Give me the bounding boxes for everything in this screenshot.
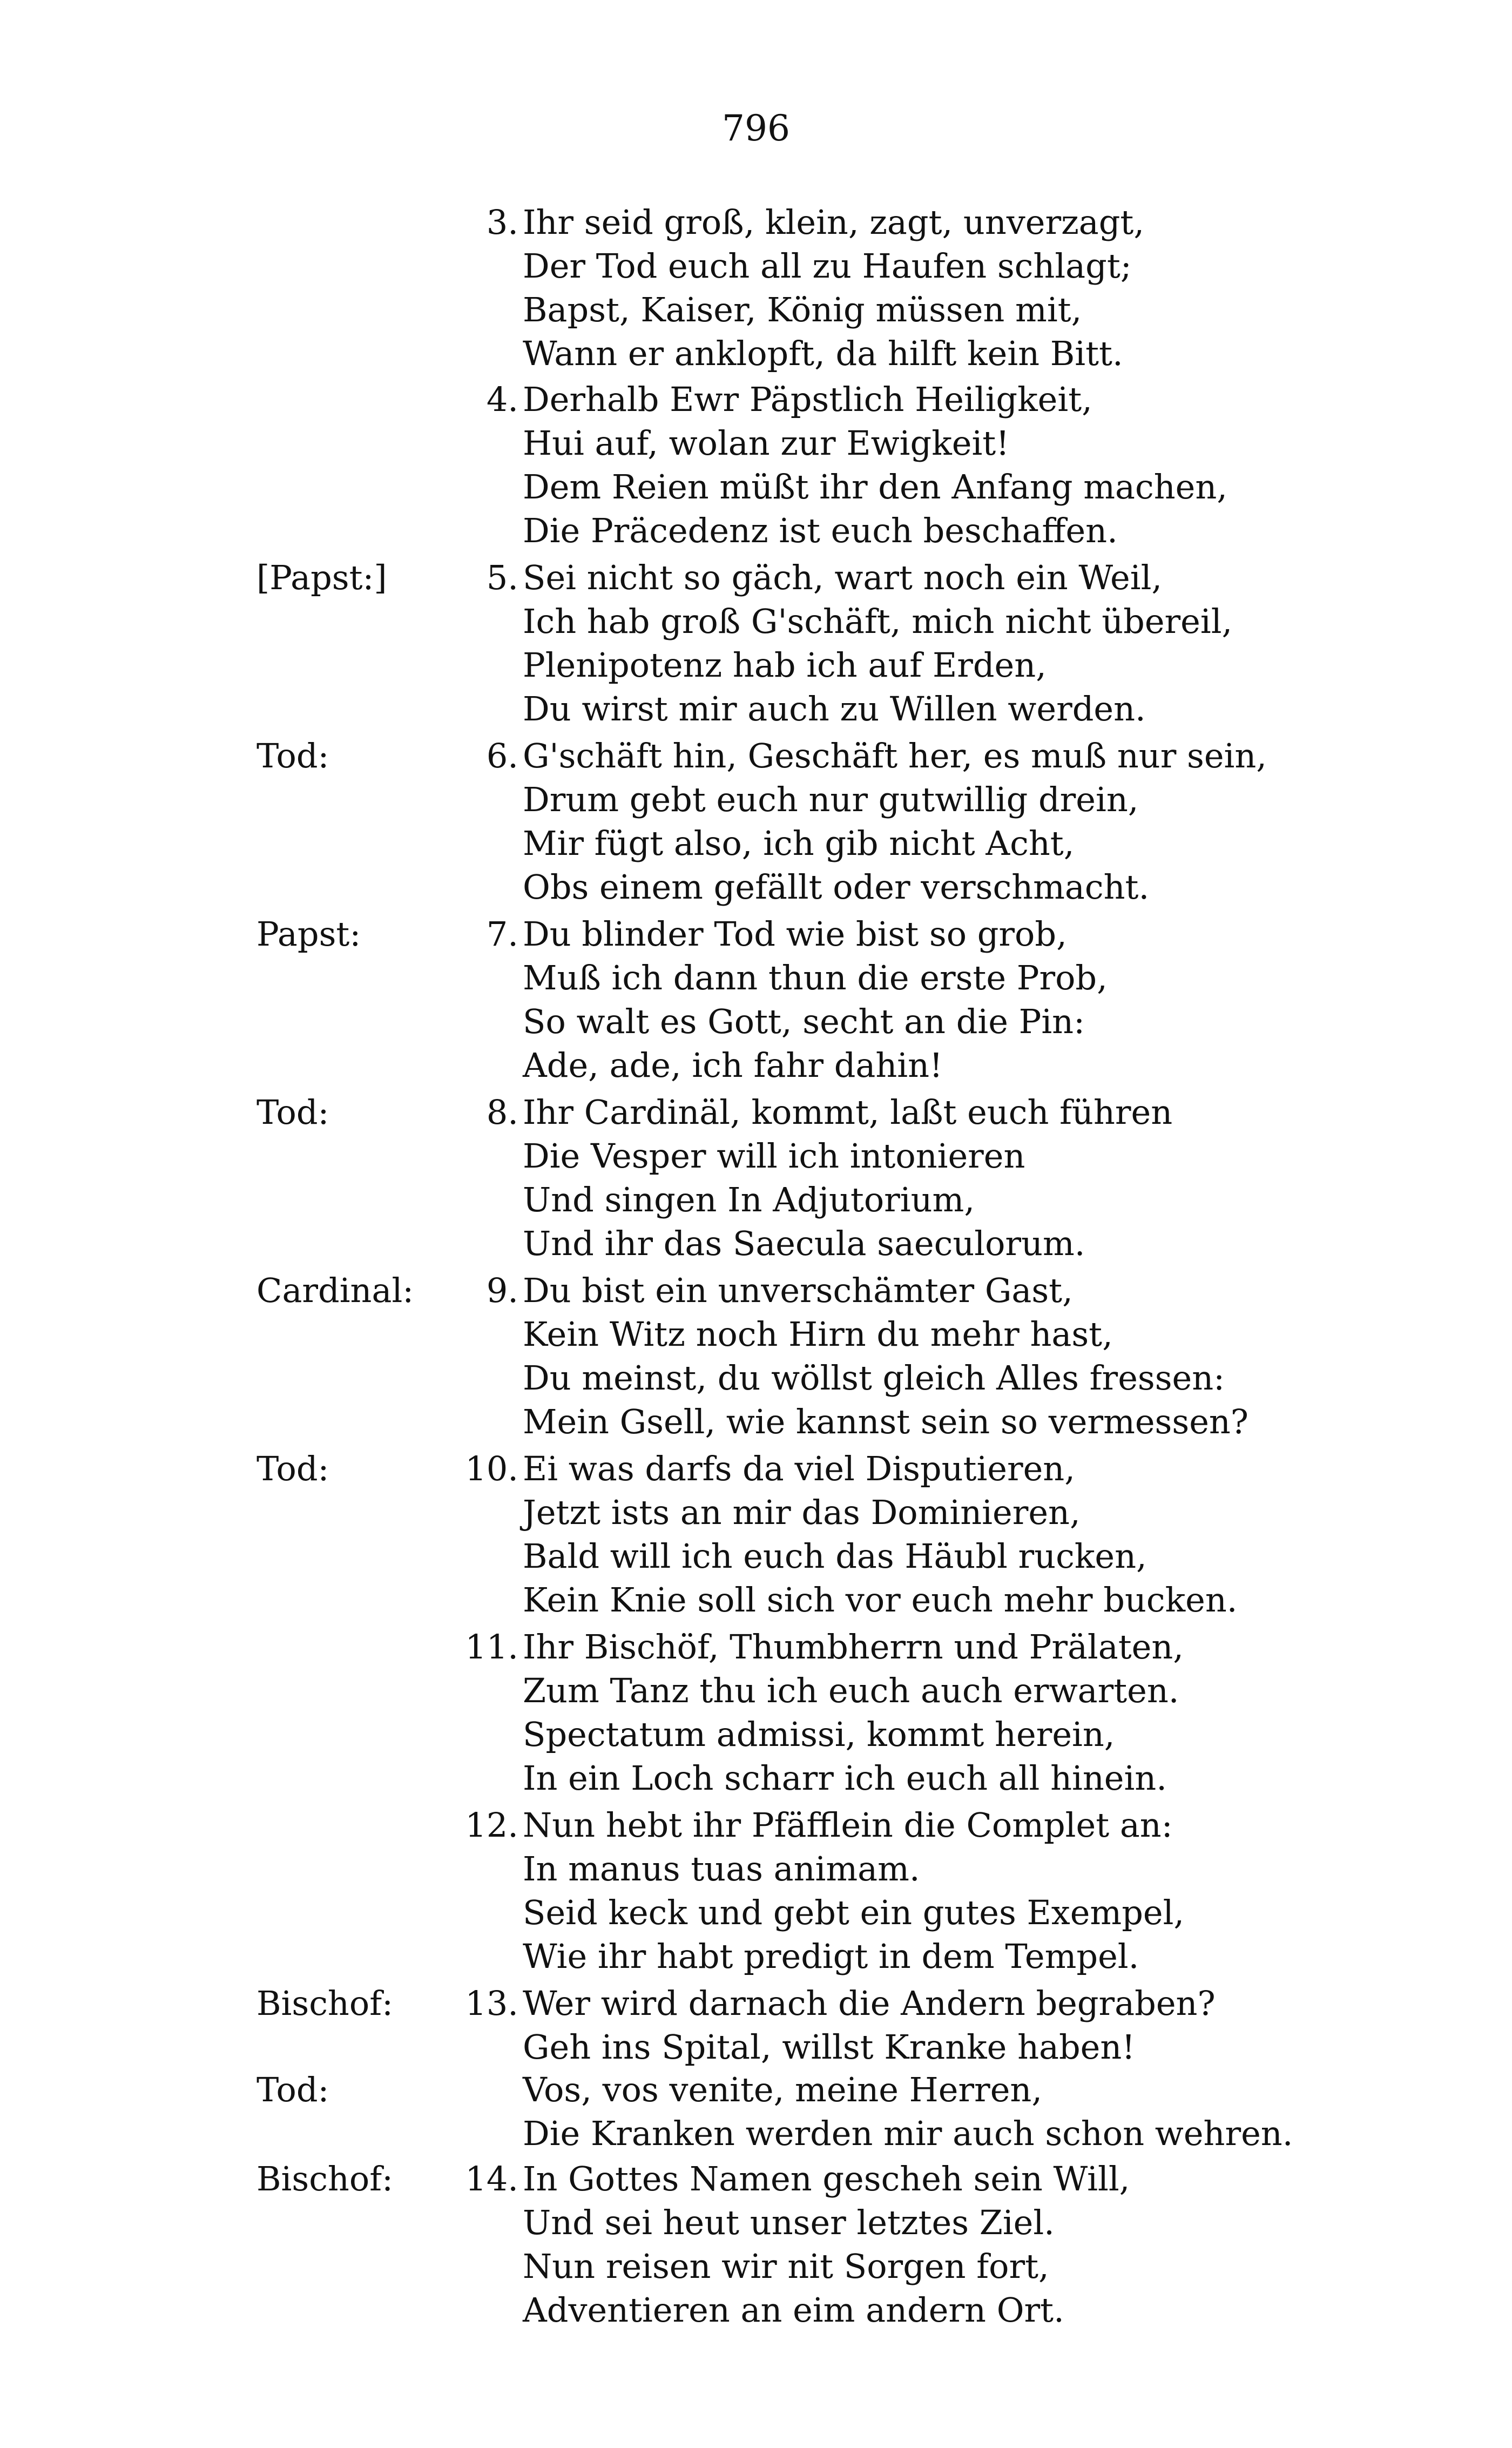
verse-line: Und singen In Adjutorium, [523, 1180, 975, 1219]
verse-line: Die Präcedenz ist euch beschaffen. [523, 511, 1118, 550]
verse-line: In Gottes Namen gescheh sein Will, [523, 2159, 1130, 2199]
verse-line: Ihr Cardinäl, kommt, laßt euch führen [523, 1093, 1173, 1132]
verse-line: Obs einem gefällt oder verschmacht. [523, 867, 1150, 907]
verse-line: Kein Witz noch Hirn du mehr hast, [523, 1314, 1113, 1354]
speaker-label: Tod: [256, 1449, 329, 1488]
verse-line: Mein Gsell, wie kannst sein so vermessen? [523, 1402, 1249, 1441]
verse-line: Wer wird darnach die Andern begraben? [523, 1984, 1216, 2023]
verse-line: So walt es Gott, secht an die Pin: [523, 1002, 1085, 1041]
speaker-label: Bischof: [256, 1984, 394, 2023]
verse-line: Adventieren an eim andern Ort. [523, 2290, 1064, 2330]
verse-line: Hui auf, wolan zur Ewigkeit! [523, 423, 1010, 463]
verse-line: Die Kranken werden mir auch schon wehren. [523, 2114, 1293, 2153]
verse-line: Sei nicht so gäch, wart noch ein Weil, [523, 558, 1163, 597]
verse-line: Ei was darfs da viel Disputieren, [523, 1449, 1075, 1488]
verse-line: Dem Reien müßt ihr den Anfang machen, [523, 467, 1227, 507]
speaker-label: Tod: [256, 1093, 329, 1132]
speaker-label: Cardinal: [256, 1271, 414, 1310]
verse-line: Und sei heut unser letztes Ziel. [523, 2203, 1055, 2242]
verse-line: In ein Loch scharr ich euch all hinein. [523, 1758, 1167, 1798]
verse-line: Muß ich dann thun die erste Prob, [523, 958, 1108, 997]
verse-line: Du blinder Tod wie bist so grob, [523, 914, 1067, 954]
stanza-number: 12. [465, 1805, 518, 1845]
verse-line: G'schäft hin, Geschäft her, es muß nur sein, [523, 736, 1267, 775]
stanza-number: 4. [486, 380, 518, 419]
stanza-number: 13. [465, 1984, 518, 2023]
verse-line: Ihr seid groß, klein, zagt, unverzagt, [523, 203, 1145, 242]
verse-line: Zum Tanz thu ich euch auch erwarten. [523, 1671, 1179, 1710]
verse-line: Ihr Bischöf, Thumbherrn und Prälaten, [523, 1627, 1184, 1667]
stanza-number: 11. [465, 1627, 518, 1667]
verse-line: Du meinst, du wöllst gleich Alles fressen: [523, 1358, 1225, 1398]
stanza-number: 6. [486, 736, 518, 775]
verse-line: Plenipotenz hab ich auf Erden, [523, 645, 1047, 685]
verse-line: Wann er anklopft, da hilft kein Bitt. [523, 334, 1123, 373]
stanza-number: 8. [486, 1093, 518, 1132]
verse-line: Der Tod euch all zu Haufen schlagt; [523, 246, 1132, 286]
verse-line: Die Vesper will ich intonieren [523, 1136, 1025, 1176]
verse-line: Wie ihr habt predigt in dem Tempel. [523, 1937, 1139, 1976]
stanza-number: 9. [486, 1271, 518, 1310]
verse-line: Geh ins Spital, willst Kranke haben! [523, 2027, 1136, 2067]
verse-line: Mir fügt also, ich gib nicht Acht, [523, 824, 1075, 863]
stanza-number: 5. [486, 558, 518, 597]
verse-line: Und ihr das Saecula saeculorum. [523, 1224, 1085, 1263]
verse-line: Du wirst mir auch zu Willen werden. [523, 689, 1146, 729]
stanza-number: 7. [486, 914, 518, 954]
verse-line: Vos, vos venite, meine Herren, [523, 2070, 1043, 2109]
page-number: 796 [722, 107, 790, 149]
stanza-number: 10. [465, 1449, 518, 1488]
verse-line: In manus tuas animam. [523, 1849, 920, 1889]
verse-line: Ich hab groß G'schäft, mich nicht übereil, [523, 602, 1233, 641]
speaker-label: Tod: [256, 2070, 329, 2109]
verse-line: Jetzt ists an mir das Dominieren, [523, 1493, 1081, 1532]
verse-line: Spectatum admissi, kommt herein, [523, 1715, 1115, 1754]
verse-line: Seid keck und gebt ein gutes Exempel, [523, 1893, 1185, 1932]
verse-line: Bald will ich euch das Häubl rucken, [523, 1536, 1147, 1576]
speaker-label: Tod: [256, 736, 329, 775]
verse-line: Drum gebt euch nur gutwillig drein, [523, 780, 1139, 819]
verse-line: Kein Knie soll sich vor euch mehr bucken. [523, 1580, 1238, 1620]
speaker-label: [Papst:] [256, 558, 387, 597]
verse-line: Bapst, Kaiser, König müssen mit, [523, 290, 1082, 329]
verse-line: Derhalb Ewr Päpstlich Heiligkeit, [523, 380, 1092, 419]
stanza-number: 3. [486, 203, 518, 242]
verse-line: Du bist ein unverschämter Gast, [523, 1271, 1073, 1310]
speaker-label: Bischof: [256, 2159, 394, 2199]
stanza-number: 14. [465, 2159, 518, 2199]
verse-line: Nun hebt ihr Pfäfflein die Complet an: [523, 1805, 1173, 1845]
speaker-label: Papst: [256, 914, 361, 954]
verse-line: Ade, ade, ich fahr dahin! [523, 1046, 943, 1085]
verse-line: Nun reisen wir nit Sorgen fort, [523, 2247, 1049, 2286]
